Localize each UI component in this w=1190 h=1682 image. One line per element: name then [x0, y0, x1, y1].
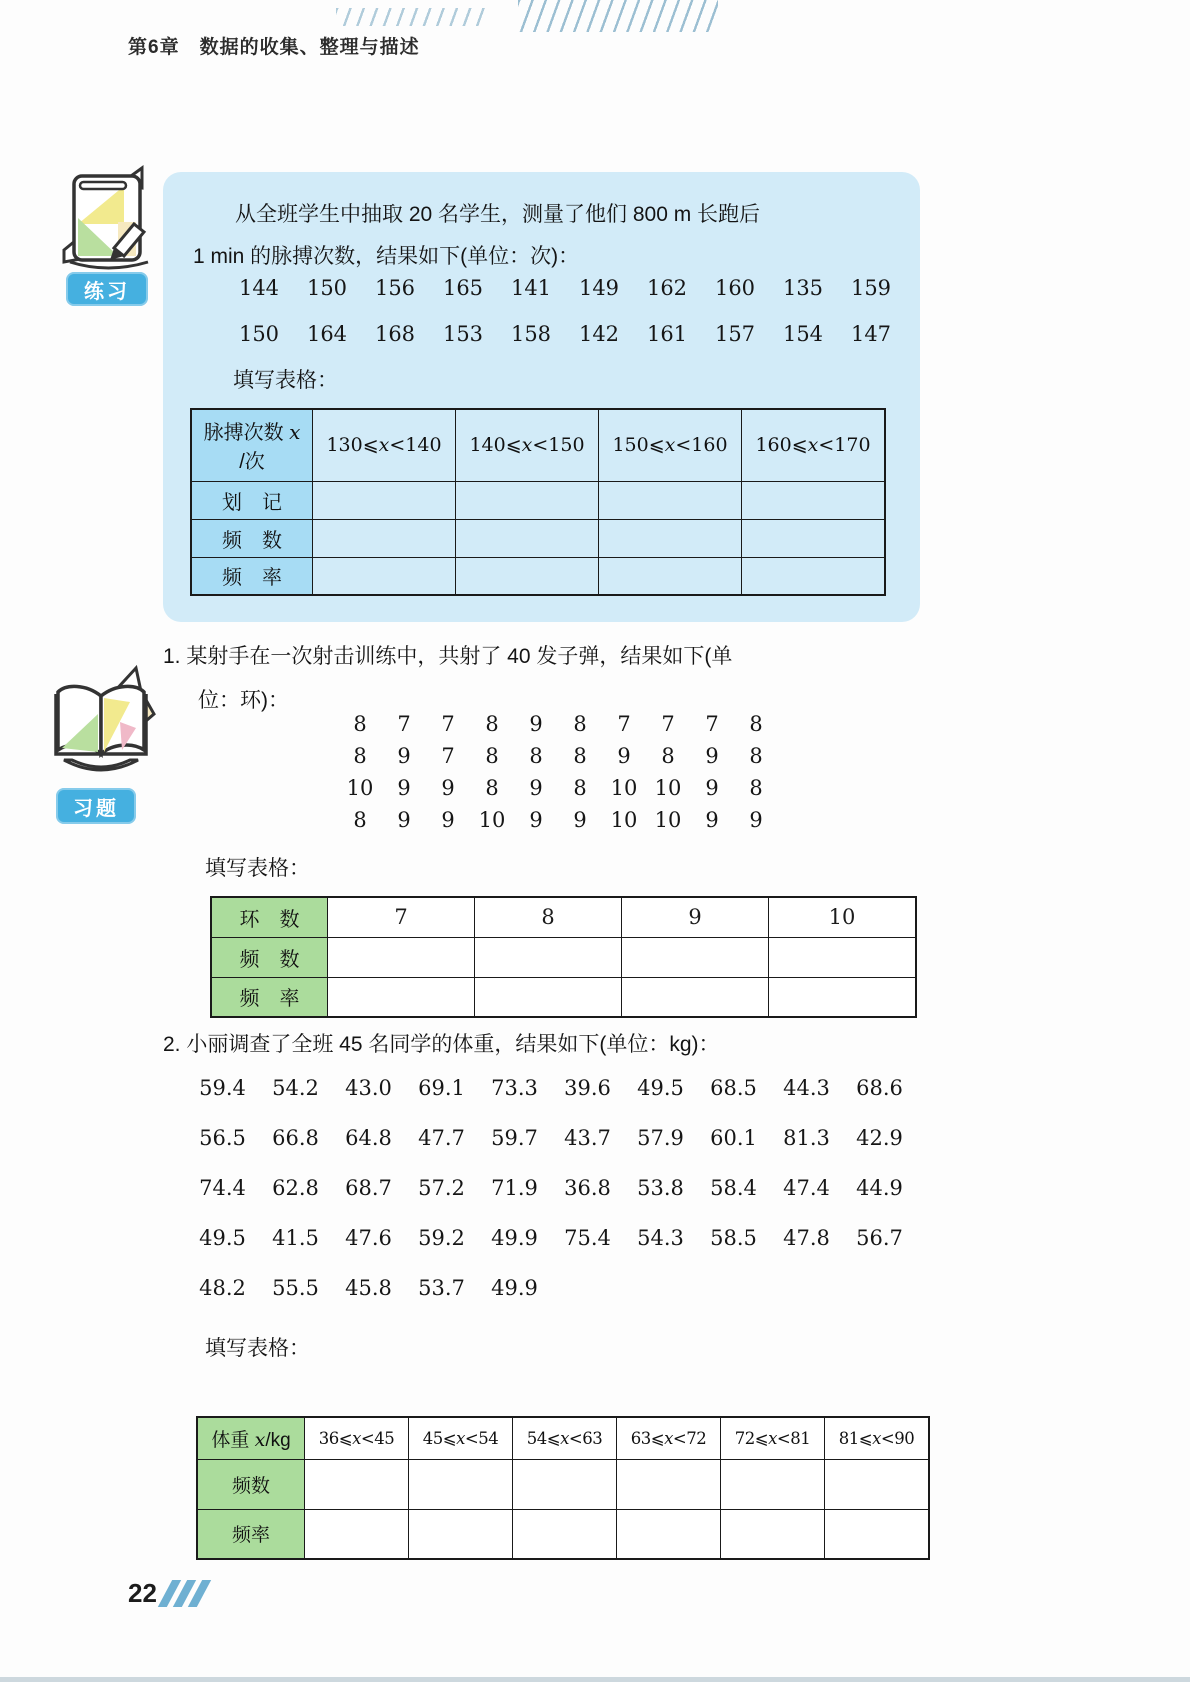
- weight-data-grid: [186, 1076, 916, 1326]
- pulse-data-row: [225, 276, 905, 300]
- class-interval: 150⩽x<160: [599, 409, 742, 481]
- weight-value: 47.4: [783, 1176, 830, 1200]
- weight-value: 53.8: [637, 1176, 684, 1200]
- row-label-frequency: 频 数: [191, 519, 313, 557]
- weight-value: 66.8: [272, 1126, 319, 1150]
- ring-value: 8: [353, 808, 367, 832]
- ring-value: 9: [441, 808, 455, 832]
- practice-intro-line1: 从全班学生中抽取 20 名学生，测量了他们 800 m 长跑后: [235, 203, 761, 226]
- weight-value: 39.6: [564, 1076, 611, 1100]
- weight-value: 56.7: [856, 1226, 903, 1250]
- pulse-value: 162: [646, 276, 688, 300]
- weight-value: 74.4: [199, 1176, 246, 1200]
- weight-value: 53.7: [418, 1276, 465, 1300]
- ring-value: 8: [485, 744, 499, 768]
- ring-value: 8: [573, 776, 587, 800]
- ring-value: 8: [353, 712, 367, 736]
- empty-cell: [825, 1509, 930, 1559]
- empty-cell: [769, 977, 917, 1017]
- empty-cell: [742, 557, 886, 595]
- empty-cell: [742, 481, 886, 519]
- math-variable-x: x: [872, 1428, 881, 1448]
- exercises-section-label: 习题: [56, 788, 136, 824]
- weight-value: 58.5: [710, 1226, 757, 1250]
- shooting-data-row: [338, 808, 778, 840]
- ring-value: 10: [610, 776, 638, 800]
- math-variable-x: x: [560, 1428, 569, 1448]
- weight-value: 49.5: [637, 1076, 684, 1100]
- weight-value: 44.3: [783, 1076, 830, 1100]
- pulse-value: 157: [714, 322, 756, 346]
- row-label-relative-frequency: 频 率: [211, 977, 328, 1017]
- ring-column-header: 7: [328, 897, 475, 937]
- weight-value: 59.2: [418, 1226, 465, 1250]
- class-interval: 72⩽x<81: [721, 1417, 825, 1459]
- row-label-relative-frequency: 频 率: [191, 557, 313, 595]
- empty-cell: [622, 977, 769, 1017]
- weight-data-row: [186, 1176, 916, 1226]
- ring-column-header: 10: [769, 897, 917, 937]
- weight-value: 41.5: [272, 1226, 319, 1250]
- weight-value: 68.7: [345, 1176, 392, 1200]
- weight-value: 58.4: [710, 1176, 757, 1200]
- ring-value: 10: [478, 808, 506, 832]
- weight-value: 57.9: [637, 1126, 684, 1150]
- empty-cell: [617, 1459, 721, 1509]
- weight-value: 47.6: [345, 1226, 392, 1250]
- weight-value: 62.8: [272, 1176, 319, 1200]
- math-variable-x: x: [768, 1428, 777, 1448]
- class-interval: 54⩽x<63: [513, 1417, 617, 1459]
- empty-cell: [328, 937, 475, 977]
- pulse-header-line1: 脉搏次数 x: [203, 420, 301, 445]
- math-variable-x: x: [352, 1428, 361, 1448]
- weight-value: 48.2: [199, 1276, 246, 1300]
- weight-value: 56.5: [199, 1126, 246, 1150]
- weight-value: 49.9: [491, 1226, 538, 1250]
- ring-value: 9: [705, 808, 719, 832]
- pulse-value: 142: [578, 322, 620, 346]
- ring-value: 7: [441, 744, 455, 768]
- weight-value: 71.9: [491, 1176, 538, 1200]
- class-interval: 130⩽x<140: [313, 409, 456, 481]
- weight-value: 47.8: [783, 1226, 830, 1250]
- empty-cell: [513, 1459, 617, 1509]
- rings-frequency-table: [210, 896, 917, 1018]
- ring-value: 9: [397, 776, 411, 800]
- weight-value: 59.4: [199, 1076, 246, 1100]
- weight-data-row: [186, 1126, 916, 1176]
- math-variable-x: x: [456, 1428, 465, 1448]
- ring-value: 7: [617, 712, 631, 736]
- chapter-header: 第6章 数据的收集、整理与描述: [128, 37, 420, 58]
- ring-value: 9: [397, 744, 411, 768]
- practice-section-label: 练习: [66, 272, 148, 306]
- ring-value: 8: [485, 776, 499, 800]
- weight-value: 49.9: [491, 1276, 538, 1300]
- weight-data-row: [186, 1076, 916, 1126]
- ring-column-header: 8: [475, 897, 622, 937]
- fill-table-prompt: 填写表格：: [205, 1337, 310, 1360]
- empty-cell: [742, 519, 886, 557]
- class-interval: 36⩽x<45: [305, 1417, 409, 1459]
- pulse-value: 150: [238, 322, 280, 346]
- page-number: 22: [128, 1578, 157, 1608]
- empty-cell: [313, 519, 456, 557]
- empty-cell: [825, 1459, 930, 1509]
- weight-frequency-table: [196, 1416, 930, 1560]
- row-label-frequency: 频数: [197, 1459, 305, 1509]
- table-corner-header: [191, 409, 313, 481]
- pulse-value: 149: [578, 276, 620, 300]
- weight-value: 54.2: [272, 1076, 319, 1100]
- math-variable-x: x: [254, 1428, 266, 1451]
- ring-column-header: 9: [622, 897, 769, 937]
- pulse-value: 164: [306, 322, 348, 346]
- math-variable-x: x: [289, 420, 301, 445]
- ring-value: 8: [353, 744, 367, 768]
- ring-value: 8: [485, 712, 499, 736]
- weight-value: 69.1: [418, 1076, 465, 1100]
- empty-cell: [456, 481, 599, 519]
- ring-value: 8: [661, 744, 675, 768]
- class-interval: 63⩽x<72: [617, 1417, 721, 1459]
- ring-value: 8: [749, 744, 763, 768]
- empty-cell: [475, 977, 622, 1017]
- empty-cell: [409, 1509, 513, 1559]
- problem2-text: 2. 小丽调查了全班 45 名同学的体重，结果如下(单位：kg)：: [163, 1033, 720, 1056]
- empty-cell: [328, 977, 475, 1017]
- pulse-value: 144: [238, 276, 280, 300]
- class-interval: 45⩽x<54: [409, 1417, 513, 1459]
- weight-value: 54.3: [637, 1226, 684, 1250]
- pulse-data-row: [225, 322, 905, 346]
- math-variable-x: x: [807, 434, 819, 457]
- weight-value: 75.4: [564, 1226, 611, 1250]
- empty-cell: [513, 1509, 617, 1559]
- pulse-value: 158: [510, 322, 552, 346]
- class-interval: 140⩽x<150: [456, 409, 599, 481]
- pulse-value: 165: [442, 276, 484, 300]
- ring-value: 9: [529, 712, 543, 736]
- math-variable-x: x: [664, 1428, 673, 1448]
- ring-value: 8: [573, 744, 587, 768]
- problem1-text-line2: 位：环)：: [198, 689, 289, 712]
- practice-book-pencil-icon: [58, 162, 162, 279]
- row-label-tally: 划 记: [191, 481, 313, 519]
- empty-cell: [313, 481, 456, 519]
- ring-value: 7: [661, 712, 675, 736]
- empty-cell: [622, 937, 769, 977]
- fill-table-prompt: 填写表格：: [233, 369, 338, 392]
- math-variable-x: x: [664, 434, 676, 457]
- pulse-frequency-table: [190, 408, 886, 596]
- weight-value: 42.9: [856, 1126, 903, 1150]
- ring-value: 8: [749, 712, 763, 736]
- practice-intro-line2: 1 min 的脉搏次数，结果如下(单位：次)：: [193, 245, 580, 268]
- empty-cell: [475, 937, 622, 977]
- ring-value: 9: [617, 744, 631, 768]
- practice-box: [163, 172, 920, 622]
- pulse-value: 168: [374, 322, 416, 346]
- problem1-text-line1: 1. 某射手在一次射击训练中，共射了 40 发子弹，结果如下(单: [163, 645, 733, 668]
- empty-cell: [599, 481, 742, 519]
- ring-value: 10: [654, 808, 682, 832]
- ring-value: 9: [441, 776, 455, 800]
- ring-value: 8: [749, 776, 763, 800]
- weight-value: 68.5: [710, 1076, 757, 1100]
- weight-value: 68.6: [856, 1076, 903, 1100]
- pulse-value: 150: [306, 276, 348, 300]
- ring-value: 9: [705, 744, 719, 768]
- weight-value: 81.3: [783, 1126, 830, 1150]
- pulse-value: 154: [782, 322, 824, 346]
- ring-value: 9: [397, 808, 411, 832]
- row-label-weight: 体重 x/kg: [197, 1417, 305, 1459]
- weight-value: 55.5: [272, 1276, 319, 1300]
- weight-value: 45.8: [345, 1276, 392, 1300]
- empty-cell: [456, 519, 599, 557]
- empty-cell: [313, 557, 456, 595]
- ring-value: 9: [705, 776, 719, 800]
- class-interval: 160⩽x<170: [742, 409, 886, 481]
- weight-value: 64.8: [345, 1126, 392, 1150]
- weight-value: 43.0: [345, 1076, 392, 1100]
- weight-value: 36.8: [564, 1176, 611, 1200]
- empty-cell: [721, 1459, 825, 1509]
- pulse-value: 156: [374, 276, 416, 300]
- class-interval: 81⩽x<90: [825, 1417, 930, 1459]
- pulse-value: 135: [782, 276, 824, 300]
- pulse-value: 141: [510, 276, 552, 300]
- pulse-header-line2: /次: [239, 451, 265, 474]
- ring-value: 7: [397, 712, 411, 736]
- row-label-frequency: 频 数: [211, 937, 328, 977]
- ring-value: 9: [749, 808, 763, 832]
- pulse-value: 147: [850, 322, 892, 346]
- weight-value: 73.3: [491, 1076, 538, 1100]
- ring-value: 10: [346, 776, 374, 800]
- empty-cell: [721, 1509, 825, 1559]
- weight-value: 57.2: [418, 1176, 465, 1200]
- weight-value: 44.9: [856, 1176, 903, 1200]
- shooting-data-row: [338, 744, 778, 776]
- weight-value: 49.5: [199, 1226, 246, 1250]
- ring-value: 7: [705, 712, 719, 736]
- weight-value: 59.7: [491, 1126, 538, 1150]
- page-bottom-edge: [0, 1677, 1190, 1682]
- slash-pattern-icon: [336, 8, 486, 26]
- empty-cell: [305, 1509, 409, 1559]
- ring-value: 8: [529, 744, 543, 768]
- weight-value: 43.7: [564, 1126, 611, 1150]
- slash-pattern-icon: [518, 0, 718, 32]
- empty-cell: [599, 557, 742, 595]
- empty-cell: [599, 519, 742, 557]
- weight-value: 60.1: [710, 1126, 757, 1150]
- empty-cell: [617, 1509, 721, 1559]
- shooting-data-row: [338, 712, 778, 744]
- ring-value: 7: [441, 712, 455, 736]
- ring-value: 8: [573, 712, 587, 736]
- ring-value: 9: [529, 808, 543, 832]
- pulse-value: 159: [850, 276, 892, 300]
- weight-value: 47.7: [418, 1126, 465, 1150]
- ring-value: 9: [529, 776, 543, 800]
- empty-cell: [305, 1459, 409, 1509]
- row-label-rings: 环 数: [211, 897, 328, 937]
- shooting-data-row: [338, 776, 778, 808]
- shooting-data-grid: [338, 712, 778, 840]
- math-variable-x: x: [378, 434, 390, 457]
- page-footer: [128, 1578, 210, 1609]
- fill-table-prompt: 填写表格：: [205, 857, 310, 880]
- empty-cell: [769, 937, 917, 977]
- ring-value: 9: [573, 808, 587, 832]
- ring-value: 10: [610, 808, 638, 832]
- exercises-open-book-icon: [42, 662, 160, 789]
- row-label-relative-frequency: 频率: [197, 1509, 305, 1559]
- pulse-value: 160: [714, 276, 756, 300]
- empty-cell: [456, 557, 599, 595]
- math-variable-x: x: [521, 434, 533, 457]
- ring-value: 10: [654, 776, 682, 800]
- weight-data-row: [186, 1276, 916, 1326]
- weight-data-row: [186, 1226, 916, 1276]
- pulse-value: 153: [442, 322, 484, 346]
- pulse-value: 161: [646, 322, 688, 346]
- empty-cell: [409, 1459, 513, 1509]
